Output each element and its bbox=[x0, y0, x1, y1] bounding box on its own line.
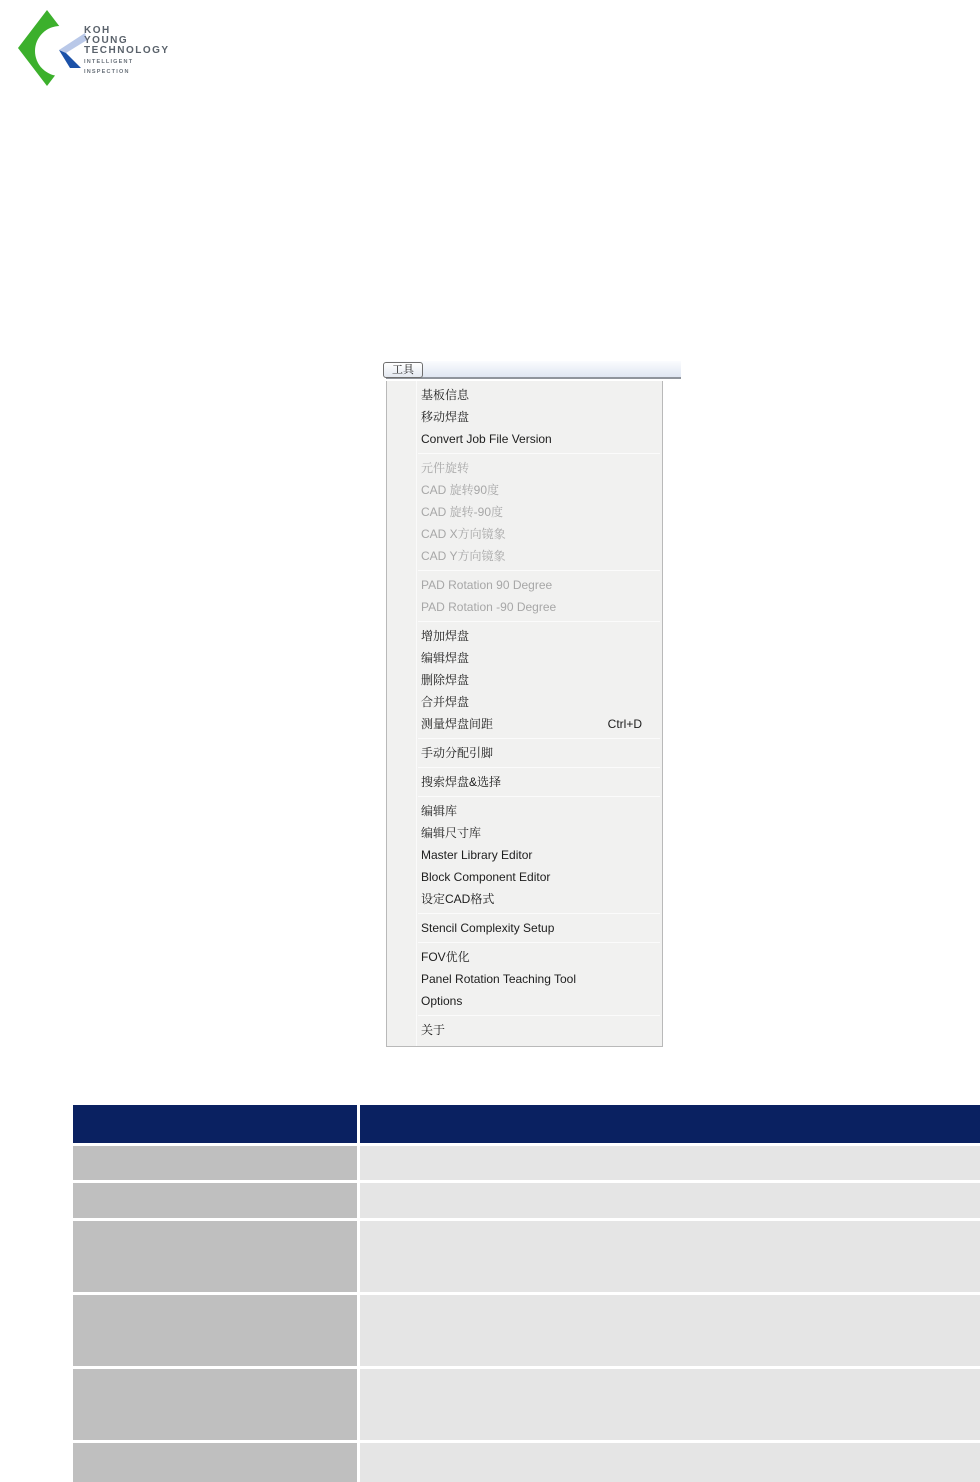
logo-company-line1: KOH bbox=[84, 25, 111, 36]
menu-separator bbox=[418, 913, 660, 914]
menu-separator bbox=[418, 738, 660, 739]
menu-item-panel-rotation-teaching-tool[interactable]: Panel Rotation Teaching Tool bbox=[421, 972, 577, 986]
menu-item-manual-pin-assign[interactable]: 手动分配引脚 bbox=[421, 746, 494, 760]
logo-company-line2: YOUNG bbox=[84, 35, 129, 46]
table-row-3-cell-2 bbox=[360, 1221, 980, 1292]
menu-item-edit-library[interactable]: 编辑库 bbox=[421, 804, 458, 818]
menu-item-master-library-editor[interactable]: Master Library Editor bbox=[421, 848, 533, 862]
menu-separator bbox=[418, 796, 660, 797]
tools-dropdown-menu bbox=[386, 381, 663, 1047]
menu-item-options[interactable]: Options bbox=[421, 994, 463, 1008]
menu-item-cad-rotate-minus-90: CAD 旋转-90度 bbox=[421, 505, 504, 519]
table-row-6-cell-2 bbox=[360, 1443, 980, 1482]
menu-shortcut-ctrl-d: Ctrl+D bbox=[607, 717, 642, 731]
menu-item-move-pad[interactable]: 移动焊盘 bbox=[421, 410, 470, 424]
menu-item-cad-rotate-90: CAD 旋转90度 bbox=[421, 483, 500, 497]
table-row-2-cell-1 bbox=[73, 1183, 357, 1218]
table-row-4-cell-2 bbox=[360, 1295, 980, 1366]
menu-item-convert-job-file-version[interactable]: Convert Job File Version bbox=[421, 432, 552, 446]
menu-item-edit-size-library[interactable]: 编辑尺寸库 bbox=[421, 826, 482, 840]
menu-item-board-info[interactable]: 基板信息 bbox=[421, 388, 470, 402]
menu-item-merge-pad[interactable]: 合并焊盘 bbox=[421, 695, 470, 709]
tools-menu-button[interactable]: 工具 bbox=[383, 362, 423, 378]
menu-item-stencil-complexity-setup[interactable]: Stencil Complexity Setup bbox=[421, 921, 555, 935]
menu-item-fov-optimization[interactable]: FOV优化 bbox=[421, 950, 470, 964]
menu-description-table bbox=[73, 1105, 980, 1482]
menu-item-set-cad-format[interactable]: 设定CAD格式 bbox=[421, 892, 495, 906]
menu-item-pad-rotation-minus-90: PAD Rotation -90 Degree bbox=[421, 600, 557, 614]
koh-young-logo-icon bbox=[8, 6, 88, 86]
menu-separator bbox=[418, 570, 660, 571]
menu-separator bbox=[418, 453, 660, 454]
logo-tagline-line1: INTELLIGENT bbox=[84, 59, 134, 65]
menu-separator bbox=[418, 1015, 660, 1016]
menu-item-component-rotation: 元件旋转 bbox=[421, 461, 470, 475]
table-row-5-cell-2 bbox=[360, 1369, 980, 1440]
table-row-2-cell-2 bbox=[360, 1183, 980, 1218]
menu-separator bbox=[418, 767, 660, 768]
table-row-4-cell-1 bbox=[73, 1295, 357, 1366]
menu-item-about[interactable]: 关于 bbox=[421, 1023, 446, 1037]
logo-text bbox=[84, 26, 170, 76]
table-header-cell-description bbox=[360, 1105, 980, 1143]
table-header-cell-item bbox=[73, 1105, 357, 1143]
menu-item-search-pad-select[interactable]: 搜索焊盘&选择 bbox=[421, 775, 502, 789]
table-row-5-cell-1 bbox=[73, 1369, 357, 1440]
logo-company-line3: TECHNOLOGY bbox=[84, 45, 170, 56]
table-row-3-cell-1 bbox=[73, 1221, 357, 1292]
menu-item-delete-pad[interactable]: 删除焊盘 bbox=[421, 673, 470, 687]
menu-item-cad-mirror-x: CAD X方向镜象 bbox=[421, 527, 506, 541]
table-row-1-cell-2 bbox=[360, 1146, 980, 1180]
menu-item-edit-pad[interactable]: 编辑焊盘 bbox=[421, 651, 470, 665]
menu-item-block-component-editor[interactable]: Block Component Editor bbox=[421, 870, 551, 884]
menu-item-cad-mirror-y: CAD Y方向镜象 bbox=[421, 549, 506, 563]
menu-item-measure-pad-distance[interactable]: 测量焊盘间距 Ctrl+D bbox=[387, 713, 662, 735]
table-row-6-cell-1 bbox=[73, 1443, 357, 1482]
menu-item-pad-rotation-90: PAD Rotation 90 Degree bbox=[421, 578, 553, 592]
menu-bar bbox=[386, 361, 681, 379]
menu-separator bbox=[418, 621, 660, 622]
table-row-1-cell-1 bbox=[73, 1146, 357, 1180]
logo-tagline-line2: INSPECTION bbox=[84, 69, 130, 75]
menu-separator bbox=[418, 942, 660, 943]
koh-young-logo bbox=[8, 6, 208, 86]
menu-item-add-pad[interactable]: 增加焊盘 bbox=[421, 629, 470, 643]
